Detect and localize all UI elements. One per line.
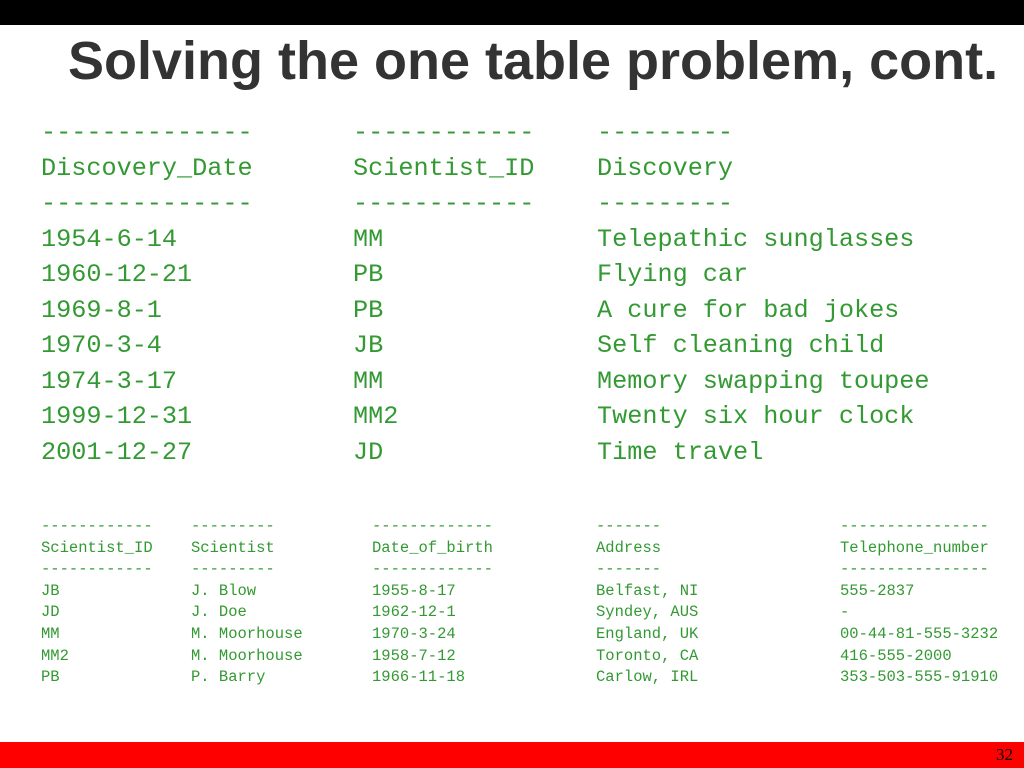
- discovery-cell: Flying car: [597, 260, 749, 289]
- column-header-scientist: Scientist: [191, 538, 275, 557]
- discovery-cell: Memory swapping toupee: [597, 366, 930, 396]
- address-cell: Syndey, AUS: [596, 603, 699, 622]
- page-number: 32: [996, 745, 1013, 764]
- scientist-id-cell: PB: [353, 260, 384, 289]
- table-row: [41, 667, 998, 689]
- telephone-cell: 416-555-2000: [840, 646, 952, 665]
- scientists-table: [41, 516, 998, 689]
- scientist-name-cell: P. Barry: [191, 668, 266, 687]
- address-cell: Toronto, CA: [596, 646, 699, 665]
- discovery-cell: Self cleaning child: [597, 331, 885, 360]
- table-row: [41, 646, 998, 668]
- discovery-date-cell: 1954-6-14: [41, 224, 178, 254]
- slide-title: Solving the one table problem, cont.: [68, 31, 999, 91]
- discovery-cell: Twenty six hour clock: [597, 402, 915, 431]
- table-row: [41, 328, 930, 364]
- table-row: [41, 435, 930, 471]
- discovery-cell: A cure for bad jokes: [597, 295, 900, 325]
- scientist-name-cell: M. Moorhouse: [191, 646, 303, 665]
- column-separator: ---------: [191, 517, 275, 535]
- column-header-telephone-number: Telephone_number: [840, 538, 989, 557]
- column-separator: ------------: [41, 560, 153, 579]
- header-row: [41, 538, 998, 560]
- column-header-scientist-id: Scientist_ID: [353, 153, 535, 183]
- column-separator: ----------------: [840, 560, 989, 579]
- date-of-birth-cell: 1962-12-1: [372, 603, 456, 622]
- discoveries-table: [41, 115, 930, 470]
- discovery-date-cell: 1970-3-4: [41, 331, 162, 360]
- table-row: [41, 222, 930, 258]
- footer-bar: [0, 742, 1024, 768]
- discovery-date-cell: 1969-8-1: [41, 295, 162, 325]
- discovery-cell: Time travel: [597, 437, 764, 467]
- scientist-id-cell: PB: [353, 295, 384, 325]
- date-of-birth-cell: 1966-11-18: [372, 668, 466, 687]
- column-separator: ----------------: [840, 517, 989, 535]
- scientist-name-cell: J. Doe: [191, 603, 247, 622]
- table-row: [41, 624, 998, 646]
- column-separator: ---------: [597, 189, 734, 218]
- table-row: [41, 257, 930, 293]
- separator-row: [41, 186, 930, 222]
- separator-row: [41, 516, 998, 538]
- discovery-date-cell: 2001-12-27: [41, 437, 193, 467]
- column-header-address: Address: [596, 538, 662, 557]
- table-row: [41, 581, 998, 603]
- column-separator: ------------: [41, 517, 153, 535]
- address-cell: Belfast, NI: [596, 581, 699, 600]
- scientist-id-cell: MM: [353, 366, 384, 396]
- discovery-cell: Telepathic sunglasses: [597, 224, 915, 254]
- telephone-cell: 353-503-555-91910: [840, 668, 999, 687]
- header-bar: [0, 0, 1024, 25]
- scientist-id-cell: JB: [41, 581, 60, 600]
- table-row: [41, 399, 930, 435]
- column-separator: -------------: [372, 517, 493, 535]
- column-header-discovery: Discovery: [597, 153, 734, 183]
- scientist-id-cell: PB: [41, 668, 60, 687]
- column-separator: -------: [596, 517, 662, 535]
- column-separator: ------------: [353, 118, 535, 147]
- column-header-scientist-id: Scientist_ID: [41, 538, 153, 557]
- telephone-cell: -: [840, 603, 850, 622]
- telephone-cell: 00-44-81-555-3232: [840, 624, 999, 643]
- address-cell: Carlow, IRL: [596, 668, 699, 687]
- scientist-id-cell: MM: [41, 624, 60, 643]
- address-cell: England, UK: [596, 624, 699, 643]
- table-row: [41, 602, 998, 624]
- scientist-id-cell: JB: [353, 331, 384, 360]
- column-header-discovery-date: Discovery_Date: [41, 153, 253, 183]
- header-row: [41, 151, 930, 187]
- telephone-cell: 555-2837: [840, 581, 915, 600]
- date-of-birth-cell: 1955-8-17: [372, 581, 456, 600]
- separator-row: [41, 115, 930, 151]
- discovery-date-cell: 1960-12-21: [41, 260, 193, 289]
- table-row: [41, 364, 930, 400]
- scientist-name-cell: J. Blow: [191, 581, 257, 600]
- column-separator: ------------: [353, 189, 535, 218]
- column-separator: -------: [596, 560, 662, 579]
- separator-row: [41, 559, 998, 581]
- scientist-id-cell: MM2: [41, 646, 69, 665]
- scientist-name-cell: M. Moorhouse: [191, 624, 303, 643]
- scientist-id-cell: MM: [353, 224, 384, 254]
- scientist-id-cell: JD: [41, 603, 60, 622]
- column-separator: -------------: [372, 560, 493, 579]
- column-separator: ---------: [597, 118, 734, 147]
- column-separator: --------------: [41, 189, 253, 218]
- scientist-id-cell: JD: [353, 437, 384, 467]
- discovery-date-cell: 1974-3-17: [41, 366, 178, 396]
- discovery-date-cell: 1999-12-31: [41, 402, 193, 431]
- column-separator: ---------: [191, 560, 275, 579]
- date-of-birth-cell: 1970-3-24: [372, 624, 456, 643]
- date-of-birth-cell: 1958-7-12: [372, 646, 456, 665]
- column-header-date-of-birth: Date_of_birth: [372, 538, 493, 557]
- scientist-id-cell: MM2: [353, 402, 399, 431]
- table-row: [41, 293, 930, 329]
- column-separator: --------------: [41, 118, 253, 147]
